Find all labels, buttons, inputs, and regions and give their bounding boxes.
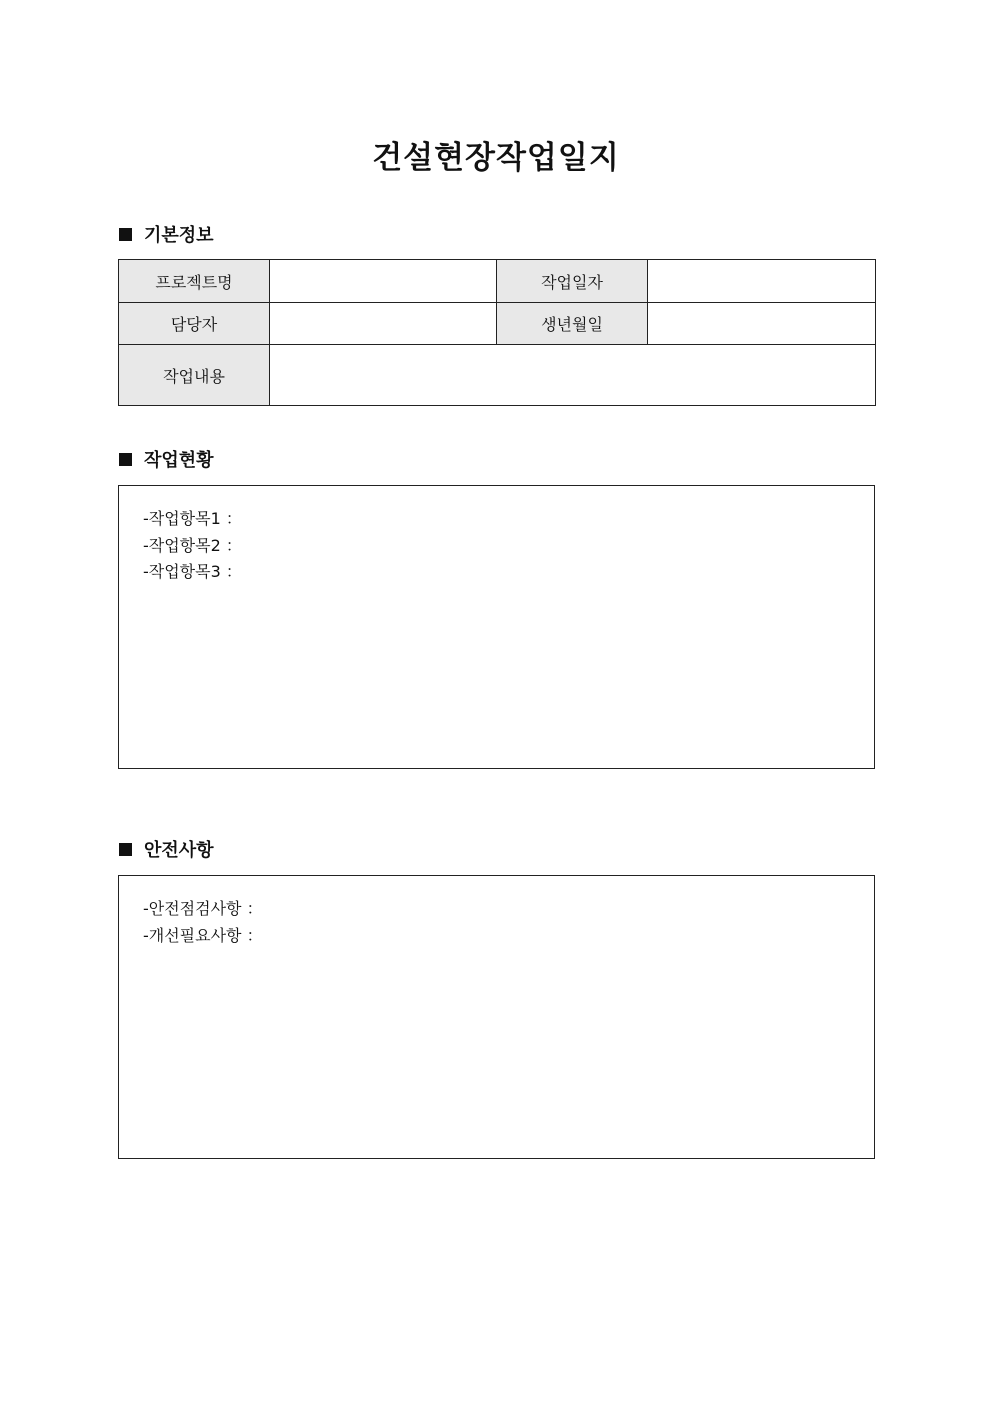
safety-heading-text: 안전사항 [144, 840, 214, 861]
table-row [119, 303, 876, 345]
document-title: 건설현장작업일지 [372, 140, 620, 176]
work-content-label: 작업내용 [119, 345, 270, 406]
square-bullet-icon [119, 228, 132, 241]
work-status-heading-text: 작업현황 [144, 450, 214, 471]
work-date-field[interactable] [648, 260, 876, 303]
safety-box[interactable] [118, 875, 875, 1159]
work-status-box[interactable] [118, 485, 875, 769]
birth-date-label: 생년월일 [497, 303, 648, 345]
square-bullet-icon [119, 843, 132, 856]
table-row [119, 345, 876, 406]
manager-field[interactable] [270, 303, 497, 345]
work-item-3: -작업항목3 ： [143, 562, 242, 581]
birth-date-field[interactable] [648, 303, 876, 345]
work-status-heading [119, 447, 214, 471]
safety-lines [143, 896, 263, 949]
basic-info-table [118, 259, 876, 406]
table-row [119, 260, 876, 303]
basic-info-heading [119, 222, 214, 246]
project-name-label: 프로젝트명 [119, 260, 270, 303]
safety-check-item: -안전점검사항 ： [143, 899, 263, 918]
work-item-2: -작업항목2 ： [143, 535, 242, 555]
manager-label: 담당자 [119, 303, 270, 345]
work-item-1: -작업항목1 ： [143, 509, 242, 528]
work-date-label: 작업일자 [497, 260, 648, 303]
square-bullet-icon [119, 453, 132, 466]
improvement-item: -개선필요사항 ： [143, 925, 263, 945]
work-status-lines [143, 506, 242, 586]
safety-heading [119, 837, 214, 861]
project-name-field[interactable] [270, 260, 497, 303]
basic-info-heading-text: 기본정보 [144, 225, 214, 246]
work-content-field[interactable] [270, 345, 876, 406]
